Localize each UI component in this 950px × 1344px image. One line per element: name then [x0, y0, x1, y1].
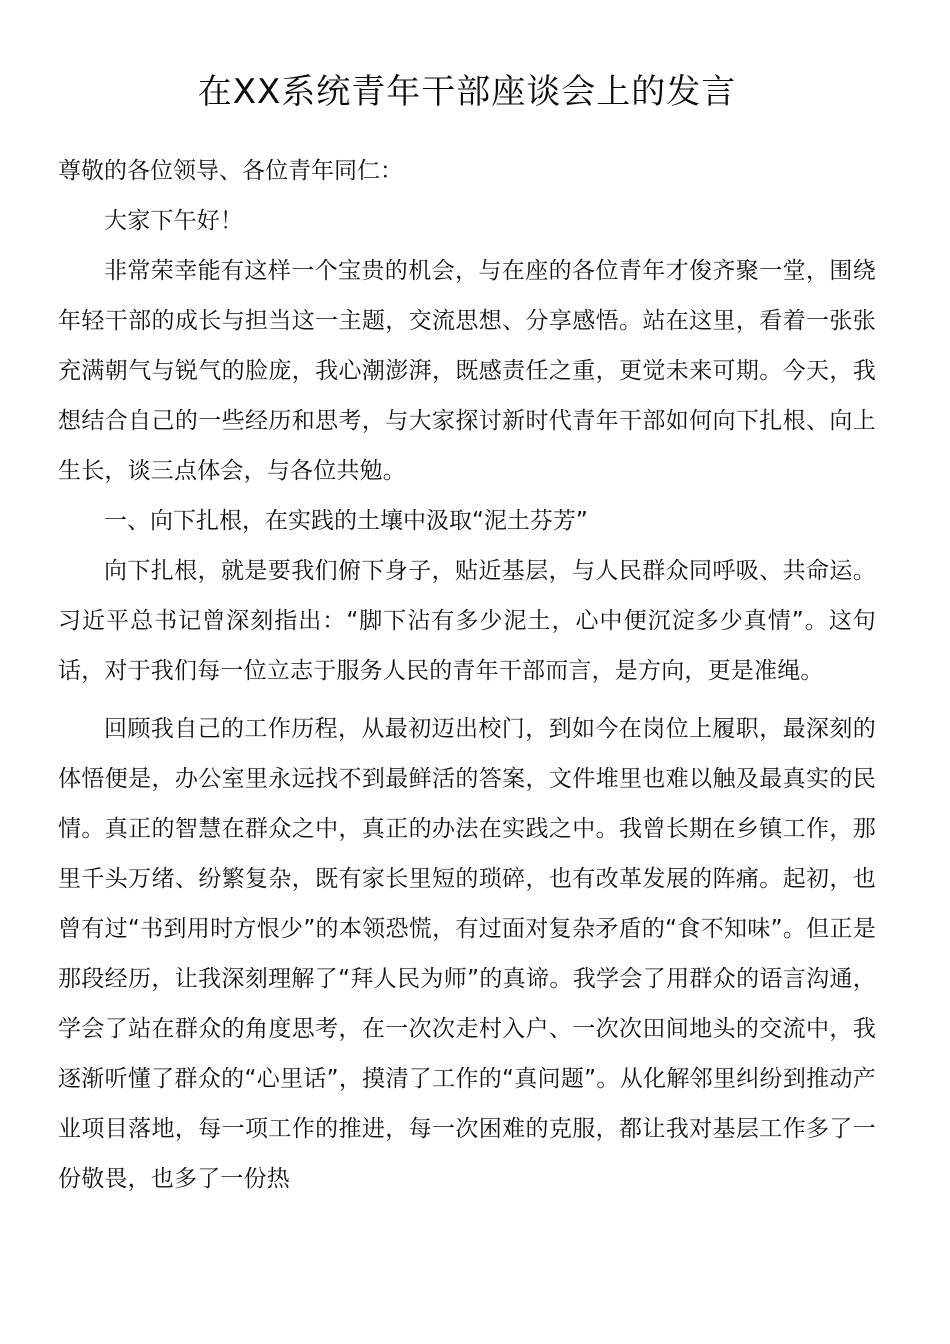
document-title: 在XX系统青年干部座谈会上的发言	[197, 72, 737, 112]
intro-paragraph: 非常荣幸能有这样一个宝贵的机会，与在座的各位青年才俊齐聚一堂，围绕年轻干部的成长与担当这一主题，交流思想、分享感悟。站在这里，看着一张张充满朝气与锐气的脸庞，我心潮澎湃，既感责任之重，更觉未来可期。今天，我想结合自己的一些经历和思考，与大家探讨新时代青年干部如何向下扎根、向上生长，谈三点体会，与各位共勉。	[58, 258, 876, 484]
salutation: 尊敬的各位领导、各位青年同仁：	[58, 158, 403, 184]
section1-paragraph-2: 回顾我自己的工作历程，从最初迈出校门，到如今在岗位上履职，最深刻的体悟便是，办公室里永远找不到最鲜活的答案，文件堆里也难以触及最真实的民情。真正的智慧在群众之中，真正的办法在实践之中。我曾长期在乡镇工作，那里千头万绪、纷繁复杂，既有家长里短的琐碎，也有改革发展的阵痛。起初，也曾有过“书到用时方恨少”的本领恐慌，有过面对复杂矛盾的“食不知味”。但正是那段经历，让我深刻理解了“拜人民为师”的真谛。我学会了用群众的语言沟通，学会了站在群众的角度思考，在一次次走村入户、一次次田间地头的交流中，我逐渐听懂了群众的“心里话”，摸清了工作的“真问题”。从化解邻里纠纷到推动产业项目落地，每一项工作的推进，每一次困难的克服，都让我对基层工作多了一份敬畏，也多了一份热	[58, 716, 876, 1192]
paragraph-gap	[58, 696, 876, 704]
section-heading-1: 一、向下扎根，在实践的土壤中汲取“泥土芬芳”	[104, 508, 588, 534]
section1-paragraph-1: 向下扎根，就是要我们俯下身子，贴近基层，与人民群众同呼吸、共命运。习近平总书记曾深刻指出：“脚下沾有多少泥土，心中便沉淀多少真情”。这句话，对于我们每一位立志于服务人民的青年干部而言，是方向，更是准绳。	[58, 558, 876, 684]
greeting: 大家下午好！	[104, 208, 244, 234]
